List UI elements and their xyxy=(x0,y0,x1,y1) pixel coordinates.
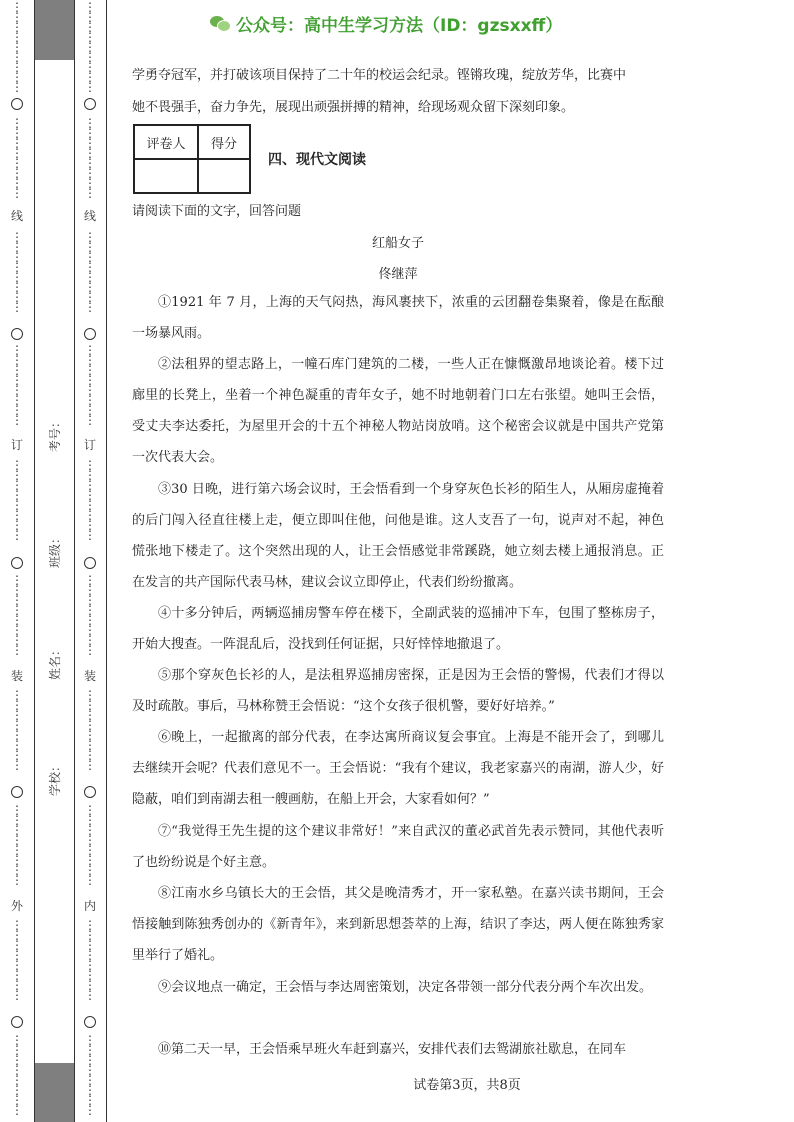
inner-circle-mark xyxy=(84,786,96,798)
article-paragraph-10: ⑩第二天一早，王会悟乘早班火车赶到嘉兴，安排代表们去鸳湖旅社歇息，在同车 xyxy=(158,1042,627,1057)
score-table-score-header: 得分 xyxy=(198,125,250,159)
article-paragraph-9: ⑨会议地点一确定，王会悟与李达周密策划，决定各带领一部分代表分两个车次出发。 xyxy=(158,980,653,995)
page-header xyxy=(210,10,610,36)
score-table-grader-cell[interactable] xyxy=(134,159,198,193)
outer-circle-mark xyxy=(11,1016,23,1028)
outer-char-zhuang: 装 xyxy=(10,669,23,683)
outer-dotted-column: ⋮ ⋮ ⋮ ⋮ ⋮ ⋮ ⋮ ⋮ ⋮ ⋮ ⋮ ⋮ ⋮ ⋮ ⋮ ⋮ ⋮ ⋮ ⋮ ⋮ ⋮ ⋮ ⋮ ⋮ ⋮ ⋮ ⋮ ⋮ ⋮ ⋮ ⋮ ⋮ ⋮ ⋮ ⋮ ⋮ ⋮ ⋮ ⋮ ⋮ ⋮ ⋮ ⋮ ⋮ ⋮ ⋮ ⋮ ⋮ ⋮ ⋮ ⋮ ⋮ ⋮ ⋮ ⋮ ⋮ ⋮ ⋮ ⋮ ⋮ ⋮ ⋮ ⋮ ⋮ ⋮ ⋮ ⋮ ⋮ ⋮ ⋮ ⋮ ⋮ ⋮ ⋮ ⋮ ⋮ ⋮ ⋮ ⋮ ⋮ ⋮ xyxy=(11,0,23,1117)
article-paragraph-7: ⑦“我觉得王先生提的这个建议非常好！”来自武汉的董必武首先表示赞同，其他代表听了也纷纷说是个好主意。 xyxy=(132,824,664,870)
score-table-grader-header: 评卷人 xyxy=(134,125,198,159)
field-class: 班级： xyxy=(48,531,62,568)
article-paragraph-3: ③30 日晚，进行第六场会议时，王会悟看到一个身穿灰色长衫的陌生人，从厢房虚掩着的后门闯入径直往楼上走，便立即叫住他，问他是谁。这人支吾了一句，说声对不起，神色慌张地下楼走了。这个突然出现的人，让王会悟感觉非常蹊跷，她立刻去楼上通报消息。正在发言的共产国际代表马林，建议会议立即停止，代表们纷纷撤离。 xyxy=(132,482,664,590)
outer-char-wai: 外 xyxy=(10,899,23,913)
outer-char-ding: 订 xyxy=(10,438,23,452)
inner-circle-mark xyxy=(84,557,96,569)
intro-line: 学勇夺冠军，并打破该项目保持了二十年的校运会纪录。铿锵玫瑰，绽放芳华，比赛中 xyxy=(132,68,627,83)
inner-circle-mark xyxy=(84,328,96,340)
section-title: 四、现代文阅读 xyxy=(268,152,366,168)
intro-line: 她不畏强手，奋力争先，展现出顽强拼搏的精神，给现场观众留下深刻印象。 xyxy=(132,100,575,115)
outer-circle-mark xyxy=(11,786,23,798)
article-paragraph-5: ⑤那个穿灰色长衫的人，是法租界巡捕房密探，正是因为王会悟的警惕，代表们才得以及时疏散。事后，马林称赞王会悟说：“这个女孩子很机警，要好好培养。” xyxy=(132,668,664,714)
score-table-score-cell[interactable] xyxy=(198,159,250,193)
article-author: 佟继萍 xyxy=(378,267,418,282)
inner-char-ding: 订 xyxy=(83,438,96,452)
field-school: 学校： xyxy=(48,759,62,796)
field-name: 姓名： xyxy=(48,643,62,680)
inner-char-zhuang: 装 xyxy=(83,669,96,683)
outer-circle-mark xyxy=(11,557,23,569)
inner-char-xian: 线 xyxy=(83,209,96,223)
margin-line-2 xyxy=(74,0,75,1122)
inner-dotted-column: ⋮ ⋮ ⋮ ⋮ ⋮ ⋮ ⋮ ⋮ ⋮ ⋮ ⋮ ⋮ ⋮ ⋮ ⋮ ⋮ ⋮ ⋮ ⋮ ⋮ ⋮ ⋮ ⋮ ⋮ ⋮ ⋮ ⋮ ⋮ ⋮ ⋮ ⋮ ⋮ ⋮ ⋮ ⋮ ⋮ ⋮ ⋮ ⋮ ⋮ ⋮ ⋮ ⋮ ⋮ ⋮ ⋮ ⋮ ⋮ ⋮ ⋮ ⋮ ⋮ ⋮ ⋮ ⋮ ⋮ ⋮ ⋮ ⋮ ⋮ ⋮ ⋮ ⋮ ⋮ ⋮ ⋮ ⋮ ⋮ ⋮ ⋮ ⋮ ⋮ ⋮ ⋮ ⋮ ⋮ ⋮ ⋮ ⋮ ⋮ ⋮ xyxy=(84,0,96,1117)
header-text: 公众号：高中生学习方法（ID：gzsxxff） xyxy=(236,15,563,36)
instruction: 请阅读下面的文字，回答问题 xyxy=(132,204,302,219)
field-exam-number: 考号： xyxy=(48,415,62,452)
margin-gray-block-top xyxy=(34,0,74,60)
margin-line-1 xyxy=(34,0,35,1122)
margin-gray-block-bottom xyxy=(34,1063,74,1122)
inner-circle-mark xyxy=(84,1016,96,1028)
article-paragraph-6: ⑥晚上，一起撤离的部分代表，在李达寓所商议复会事宜。上海是不能开会了，到哪儿去继续开会呢？代表们意见不一。王会悟说：“我有个建议，我老家嘉兴的南湖，游人少，好隐蔽，咱们到南湖去租一艘画舫，在船上开会，大家看如何？” xyxy=(132,730,664,807)
outer-circle-mark xyxy=(11,98,23,110)
wechat-icon xyxy=(210,15,230,31)
article-paragraph-2: ②法租界的望志路上，一幢石库门建筑的二楼，一些人正在慷慨激昂地谈论着。楼下过廊里的长凳上，坐着一个神色凝重的青年女子，她不时地朝着门口左右张望。她叫王会悟，受丈夫李达委托，为屋里开会的十五个神秘人物站岗放哨。这个秘密会议就是中国共产党第一次代表大会。 xyxy=(132,357,664,465)
article-paragraph-1: ①1921 年 7 月，上海的天气闷热，海风裹挟下，浓重的云团翻卷集聚着，像是在酝酿一场暴风雨。 xyxy=(132,295,664,341)
article-paragraph-4: ④十多分钟后，两辆巡捕房警车停在楼下，全副武装的巡捕冲下车，包围了整栋房子，开始大搜查。一阵混乱后，没找到任何证据，只好悻悻地撤退了。 xyxy=(132,606,664,652)
article-title: 红船女子 xyxy=(371,236,424,251)
inner-char-nei: 内 xyxy=(83,899,96,913)
score-table xyxy=(133,124,251,194)
outer-char-xian: 线 xyxy=(10,209,23,223)
article-paragraph-8: ⑧江南水乡乌镇长大的王会悟，其父是晚清秀才，开一家私塾。在嘉兴读书期间，王会悟接触到陈独秀创办的《新青年》，来到新思想荟萃的上海，结识了李达，两人便在陈独秀家里举行了婚礼。 xyxy=(132,886,664,963)
page-footer: 试卷第3页，共8页 xyxy=(413,1078,521,1093)
inner-circle-mark xyxy=(84,98,96,110)
outer-circle-mark xyxy=(11,328,23,340)
margin-line-3 xyxy=(106,0,107,1122)
